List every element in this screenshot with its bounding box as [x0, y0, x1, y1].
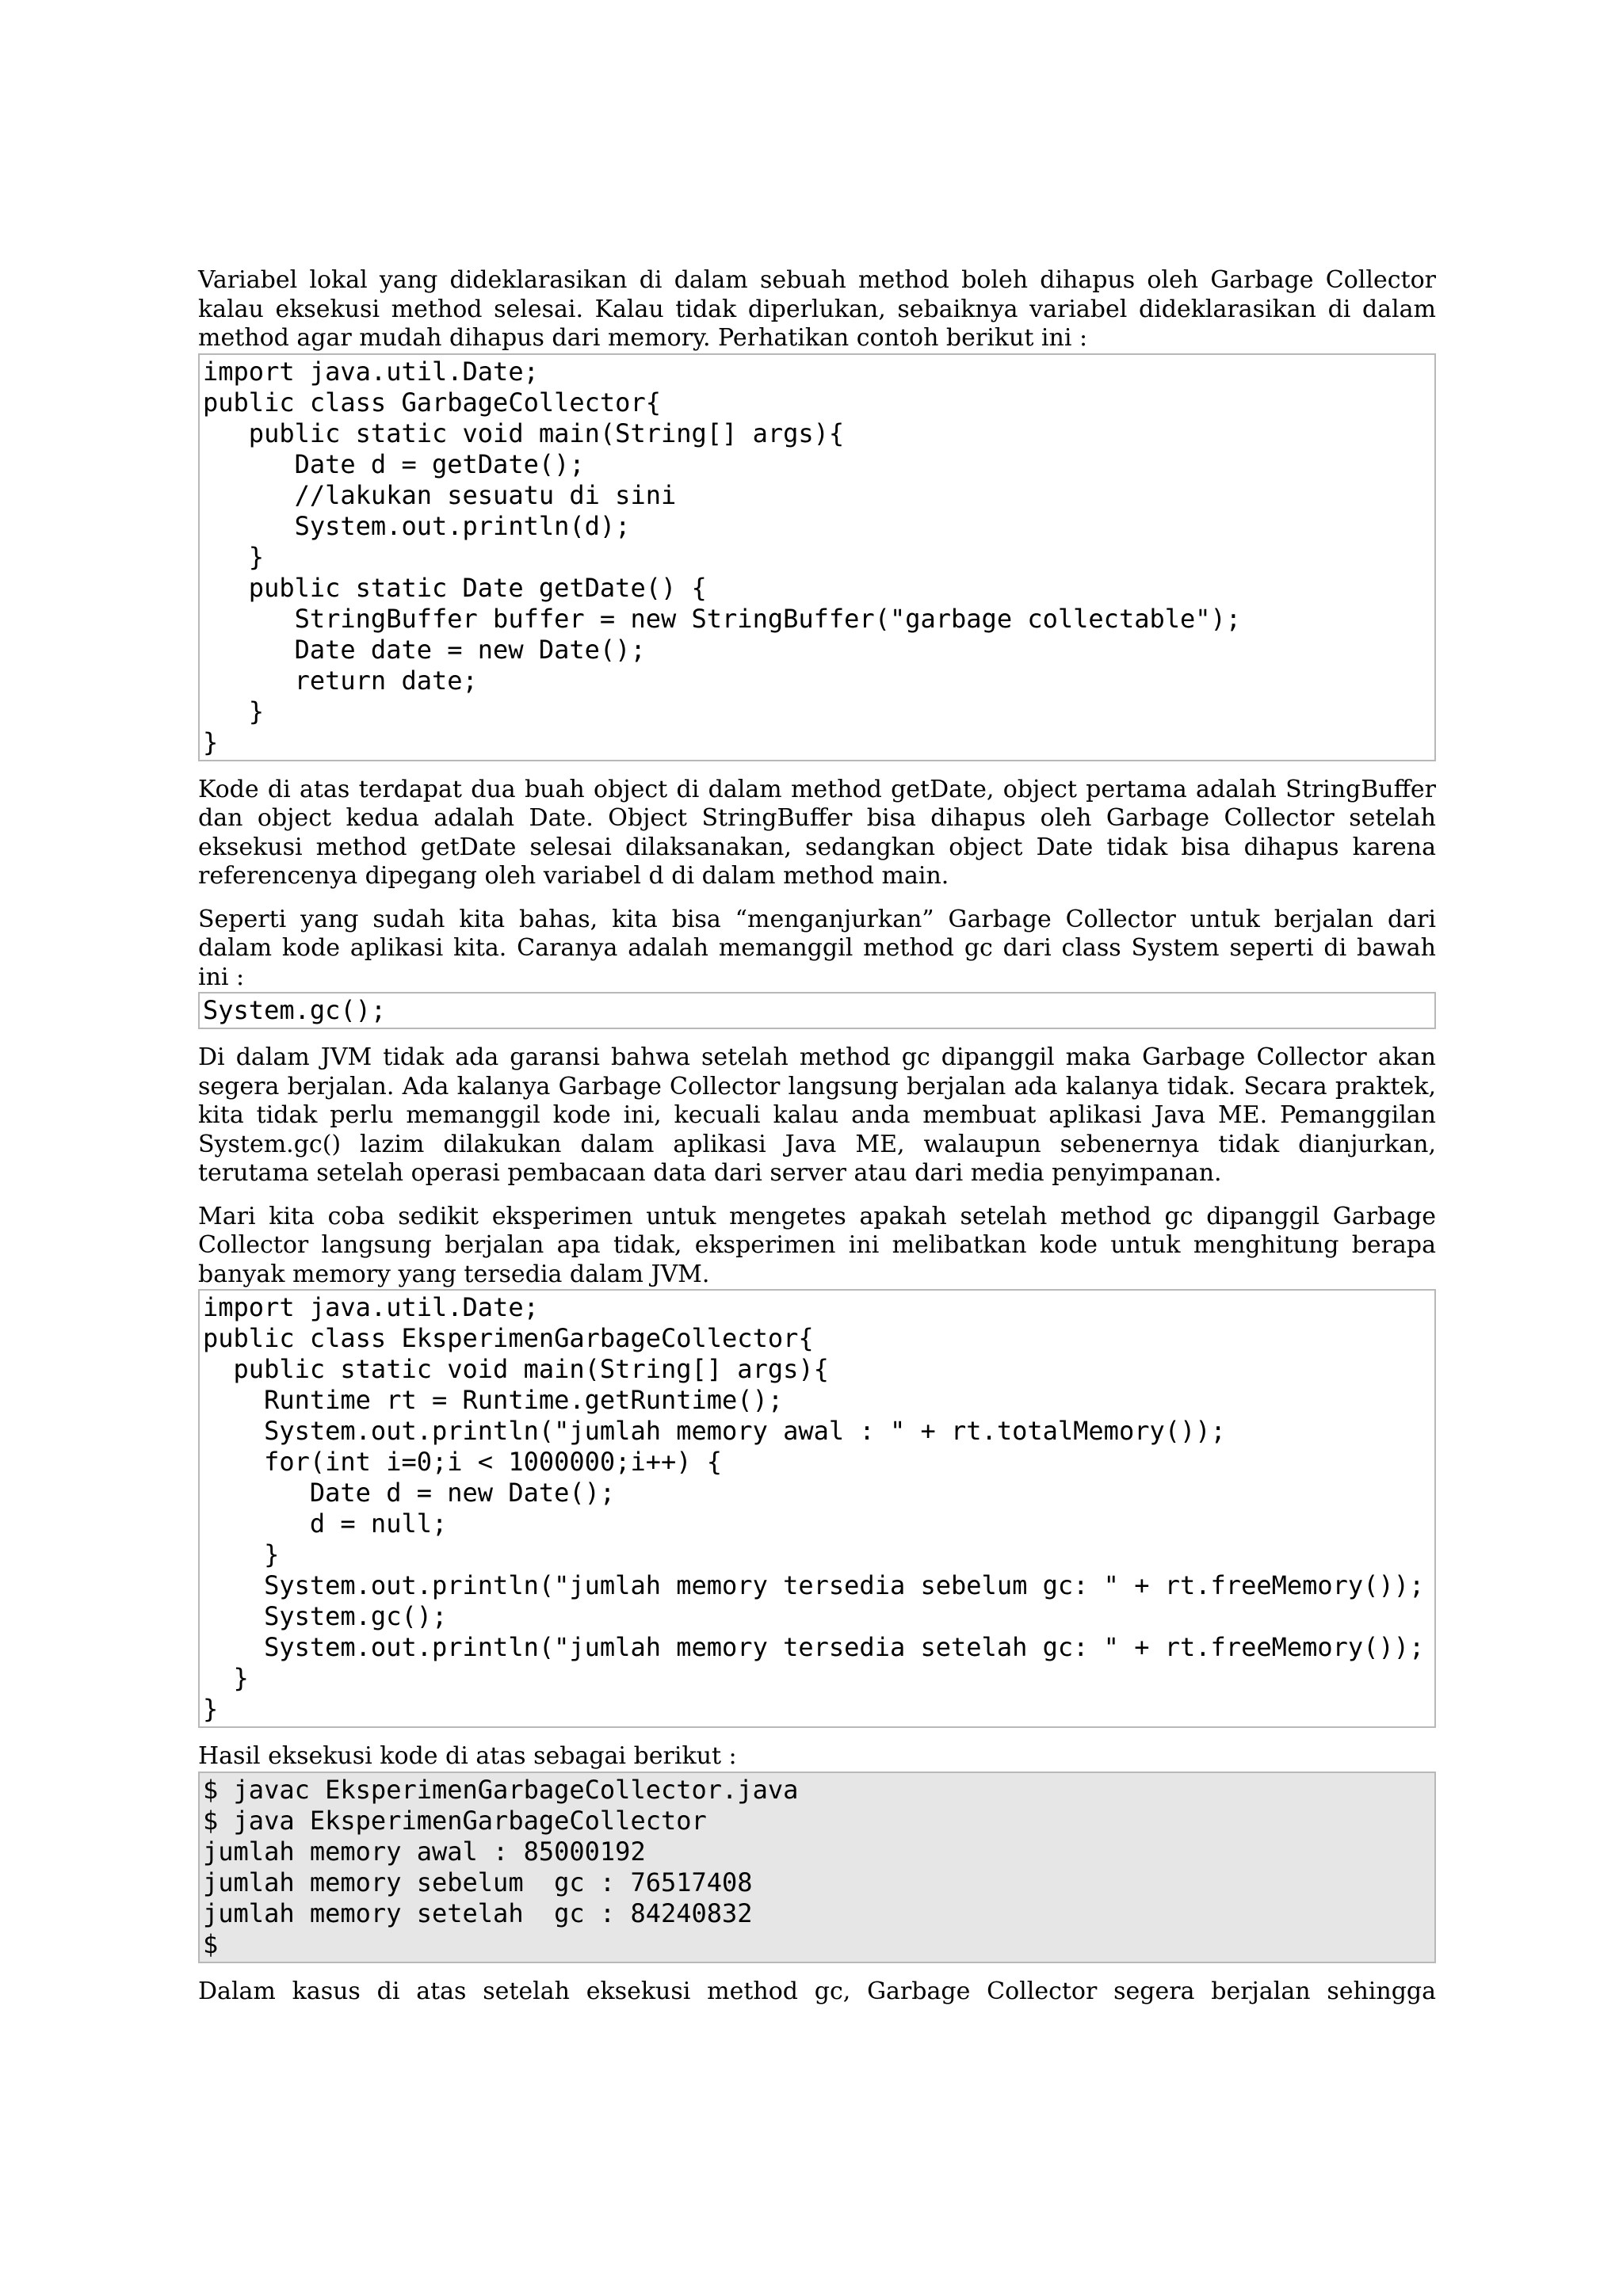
code-line: StringBuffer buffer = new StringBuffer("garbage collectable"); — [203, 603, 1242, 634]
code-line: d = null; — [203, 1508, 448, 1539]
terminal-line: jumlah memory setelah gc : 84240832 — [203, 1897, 753, 1928]
code-line: System.out.println("jumlah memory tersedia sebelum gc: " + rt.freeMemory()); — [203, 1570, 1425, 1600]
code-line: } — [203, 727, 219, 757]
paragraph-conclusion: Dalam kasus di atas setelah eksekusi method gc, Garbage Collector segera berjalan sehingga — [198, 1977, 1436, 2005]
code-block-system-gc — [198, 992, 1436, 1029]
code-line: public class EksperimenGarbageCollector{ — [203, 1323, 814, 1353]
code-line: System.out.println("jumlah memory awal : " + rt.totalMemory()); — [203, 1416, 1226, 1446]
code-line: return date; — [203, 665, 478, 696]
code-line: System.gc(); — [203, 1601, 448, 1631]
code-block-garbage-collector — [198, 353, 1436, 761]
code-line: } — [203, 1539, 280, 1569]
paragraph-result-intro: Hasil eksekusi kode di atas sebagai berikut : — [198, 1742, 737, 1770]
code-line: } — [203, 541, 265, 572]
terminal-line: jumlah memory awal : 85000192 — [203, 1836, 646, 1867]
terminal-line: $ javac EksperimenGarbageCollector.java — [203, 1774, 799, 1805]
code-line: Date d = new Date(); — [203, 1478, 616, 1508]
code-line: //lakukan sesuatu di sini — [203, 479, 677, 510]
code-line: System.gc(); — [203, 995, 387, 1025]
code-line: public static Date getDate() { — [203, 572, 707, 603]
code-line: public static void main(String[] args){ — [203, 418, 845, 448]
code-line: Runtime rt = Runtime.getRuntime(); — [203, 1385, 784, 1415]
paragraph-system-gc-intro: Seperti yang sudah kita bahas, kita bisa “menganjurkan” Garbage Collector untuk berjalan dari dalam kode aplikasi kita. Caranya adalah memanggil method gc dari class System seperti di bawah ini : — [198, 905, 1436, 991]
terminal-line: $ java EksperimenGarbageCollector — [203, 1805, 707, 1836]
code-line: } — [203, 1694, 219, 1724]
terminal-output-block — [198, 1772, 1436, 1963]
code-line: import java.util.Date; — [203, 356, 539, 387]
code-line: } — [203, 696, 265, 727]
code-line: System.out.println(d); — [203, 510, 631, 541]
code-line: } — [203, 1663, 249, 1693]
code-line: Date date = new Date(); — [203, 634, 646, 665]
paragraph-intro: Variabel lokal yang dideklarasikan di dalam sebuah method boleh dihapus oleh Garbage Collector kalau eksekusi method selesai. Kalau tidak diperlukan, sebaiknya variabel dideklarasikan di dalam method agar mudah dihapus dari memory. Perhatikan contoh berikut ini : — [198, 266, 1436, 352]
code-line: import java.util.Date; — [203, 1292, 539, 1322]
paragraph-jvm-guarantee: Di dalam JVM tidak ada garansi bahwa setelah method gc dipanggil maka Garbage Collector akan segera berjalan. Ada kalanya Garbage Collector langsung berjalan ada kalanya tidak. Secara praktek, kita tidak perlu memanggil kode ini, kecuali kalau anda membuat aplikasi Java ME. Pemanggilan System.gc() lazim dilakukan dalam aplikasi Java ME, walaupun sebenernya tidak dianjurkan, terutama setelah operasi pembacaan data dari server atau dari media penyimpanan. — [198, 1043, 1436, 1187]
paragraph-experiment-intro: Mari kita coba sedikit eksperimen untuk mengetes apakah setelah method gc dipanggil Garbage Collector langsung berjalan apa tidak, eksperimen ini melibatkan kode untuk menghitung berapa banyak memory yang tersedia dalam JVM. — [198, 1202, 1436, 1288]
code-line: public static void main(String[] args){ — [203, 1354, 829, 1384]
terminal-line: jumlah memory sebelum gc : 76517408 — [203, 1867, 753, 1897]
document-page — [198, 266, 1436, 2006]
code-line: for(int i=0;i < 1000000;i++) { — [203, 1447, 723, 1477]
code-line: System.out.println("jumlah memory tersedia setelah gc: " + rt.freeMemory()); — [203, 1632, 1425, 1662]
paragraph-explanation: Kode di atas terdapat dua buah object di dalam method getDate, object pertama adalah StringBuffer dan object kedua adalah Date. Object StringBuffer bisa dihapus oleh Garbage Collector setelah eksekusi method getDate selesai dilaksanakan, sedangkan object Date tidak bisa dihapus karena referencenya dipegang oleh variabel d di dalam method main. — [198, 775, 1436, 890]
code-line: public class GarbageCollector{ — [203, 387, 661, 418]
terminal-line: $ — [203, 1928, 219, 1959]
code-block-experiment — [198, 1289, 1436, 1728]
code-line: Date d = getDate(); — [203, 448, 585, 479]
